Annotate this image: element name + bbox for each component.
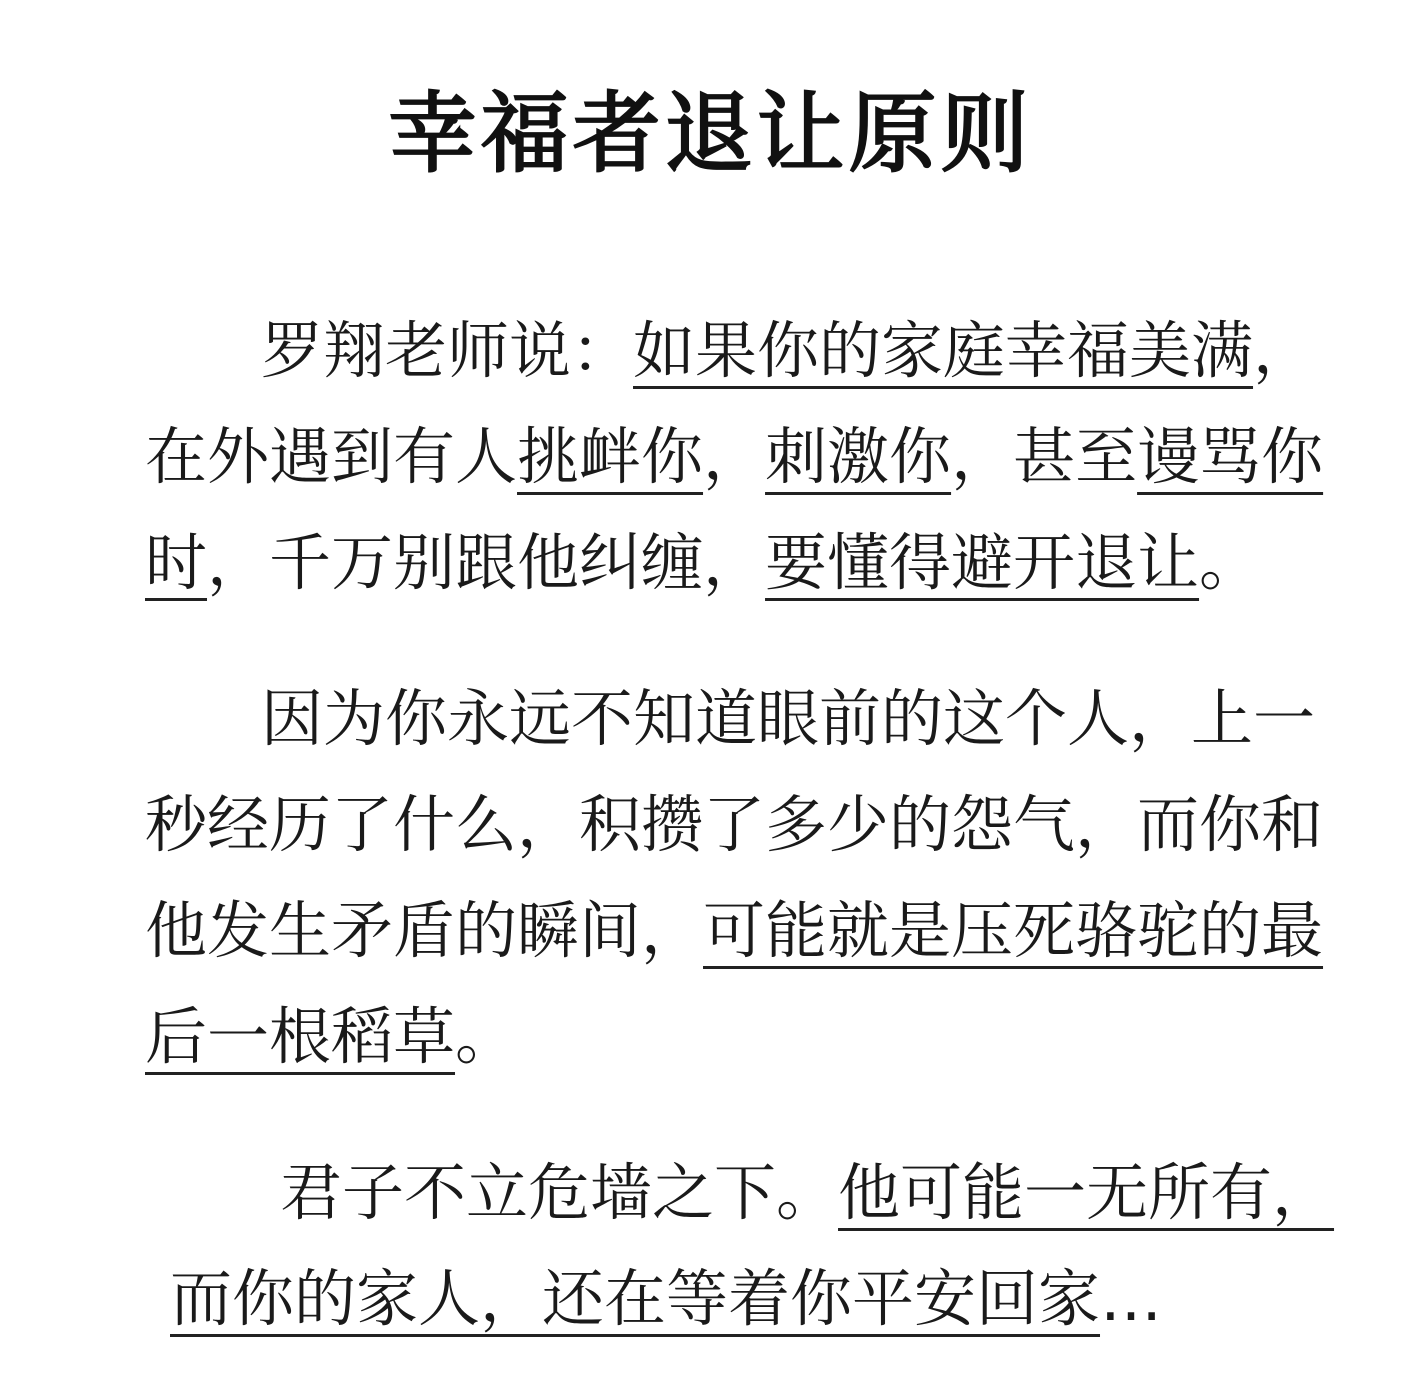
text-segment: 。 bbox=[455, 1000, 518, 1073]
paragraph-3 bbox=[170, 1140, 1340, 1352]
underlined-text-segment: 如果你的家庭幸福美满 bbox=[633, 314, 1254, 387]
page-title: 幸福者退让原则 bbox=[388, 81, 1033, 185]
text-segment: 。 bbox=[1199, 526, 1262, 599]
text-segment: ， bbox=[703, 420, 766, 493]
text-segment: 因为你永远不知道眼前的这个人，上一秒经历了什么，积攒了多少的怨气，而你和他发生矛盾的瞬间， bbox=[145, 682, 1324, 967]
text-segment: … bbox=[1100, 1262, 1163, 1335]
text-segment: 君子不立危墙之下。 bbox=[280, 1156, 839, 1229]
underlined-text-segment: 刺激你 bbox=[765, 420, 952, 493]
underlined-text-segment: 要懂得避开退让 bbox=[765, 526, 1200, 599]
text-segment: ，甚至 bbox=[951, 420, 1138, 493]
underlined-text-segment: 挑衅你 bbox=[517, 420, 704, 493]
text-segment: ，在外遇到有人 bbox=[145, 314, 1316, 493]
text-segment: 罗翔老师说： bbox=[261, 314, 634, 387]
underlined-text-segment: 谩骂你时 bbox=[145, 420, 1324, 599]
underlined-text-segment: 他可能一无所有，而你的家人，还在等着你平安回家 bbox=[170, 1156, 1335, 1335]
underlined-text-segment: 可能就是压死骆驼的最后一根稻草 bbox=[145, 894, 1324, 1073]
paragraph-1 bbox=[145, 298, 1325, 616]
paragraph-2 bbox=[145, 666, 1325, 1090]
text-segment: ，千万别跟他纠缠， bbox=[207, 526, 766, 599]
